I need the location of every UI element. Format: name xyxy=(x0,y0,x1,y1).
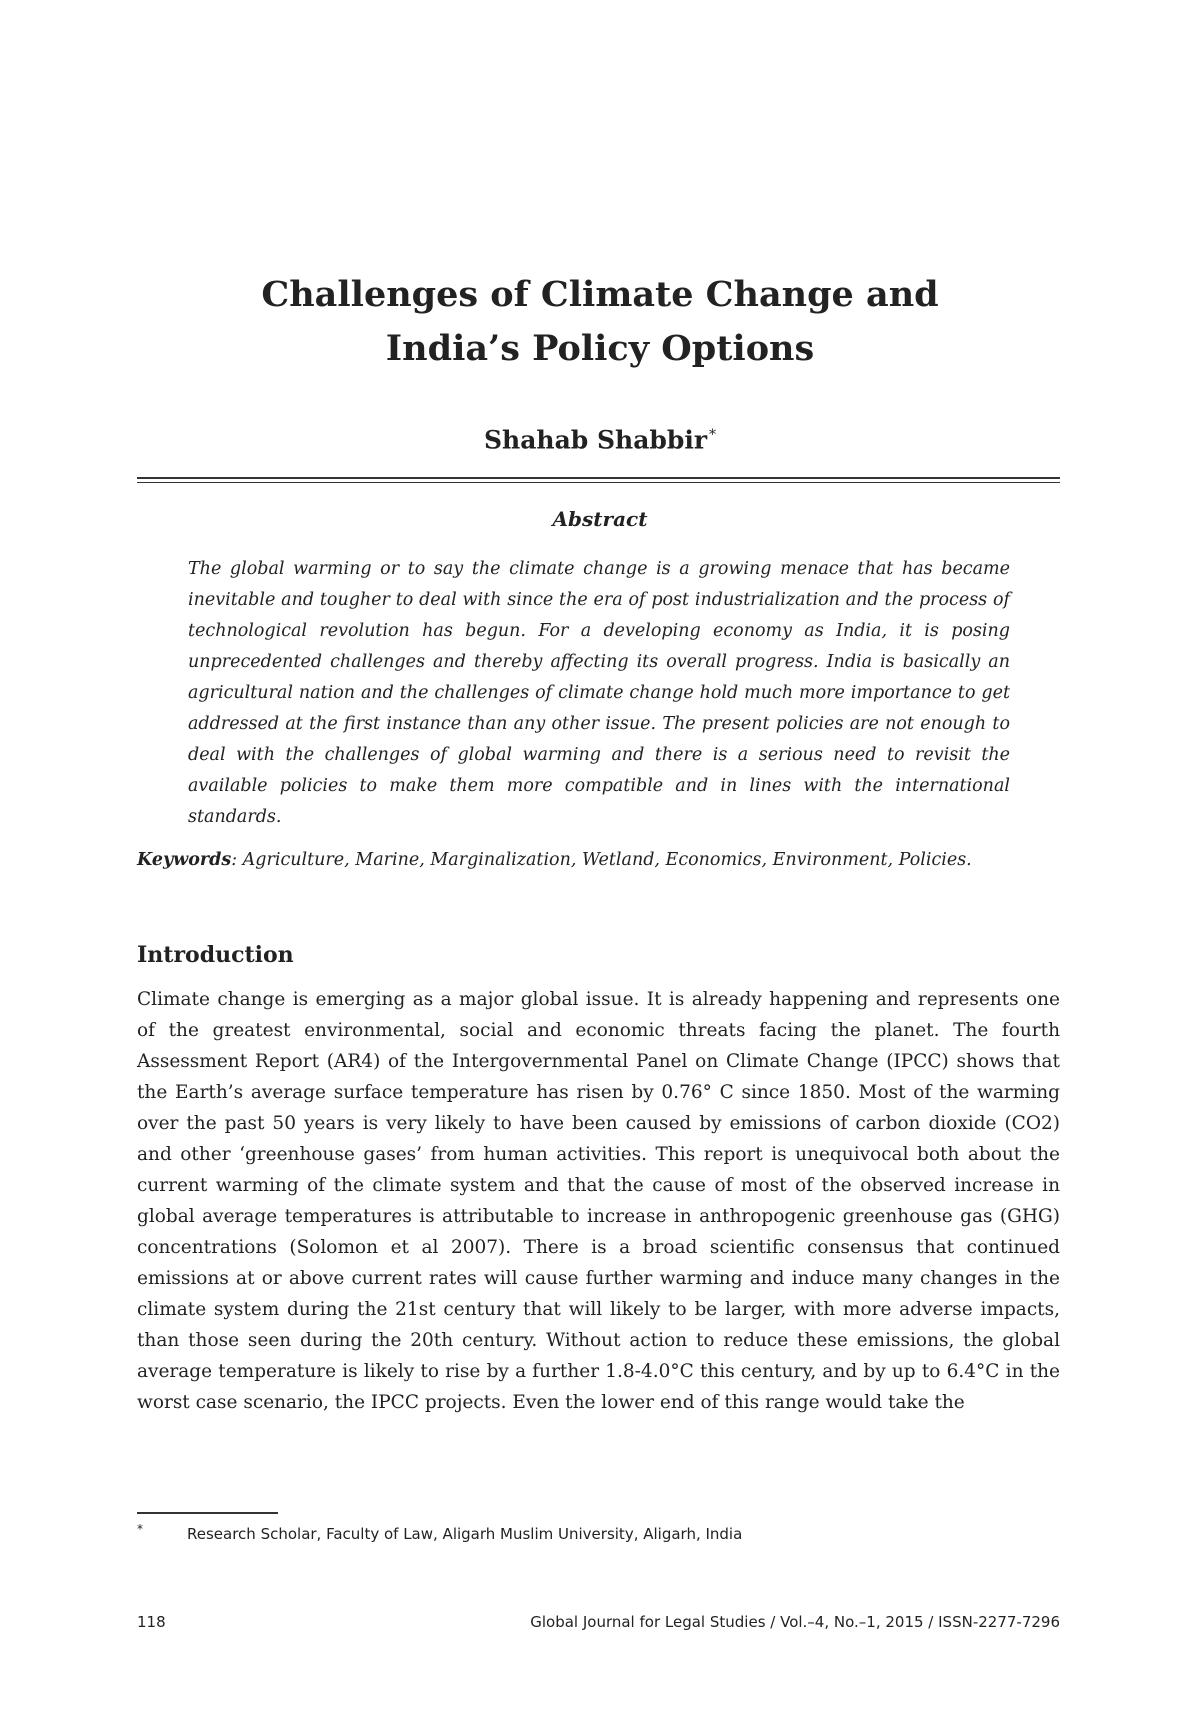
paper-title xyxy=(0,268,1200,376)
paper-title-line-1: Challenges of Climate Change and xyxy=(261,274,939,315)
abstract-heading: Abstract xyxy=(552,507,648,531)
footnote-rule xyxy=(137,1512,278,1514)
footnote-marker: * xyxy=(137,1522,143,1536)
keywords-paragraph xyxy=(137,845,1060,876)
footnote-text: Research Scholar, Faculty of Law, Aligarh Muslim University, Aligarh, India xyxy=(187,1525,743,1543)
keywords-list: Agriculture, Marine, Marginalization, Wetland, Economics, Environment, Policies. xyxy=(237,850,972,870)
introduction-text: Climate change is emerging as a major global issue. It is already happening and represents one of the greatest environmental, social and economic threats facing the planet. The fourth Assessment Report (AR4) of the Intergovernmental Panel on Climate Change (IPCC) shows that the Earth’s average surface temperature has risen by 0.76° C since 1850. Most of the warming over the past 50 years is very likely to have been caused by emissions of carbon dioxide (CO2) and other ‘greenhouse gases’ from human activities. This report is unequivocal both about the current warming of the climate system and that the cause of most of the observed increase in global average temperatures is attributable to increase in anthropogenic greenhouse gas (GHG) concentrations (Solomon et al 2007). There is a broad scientific consensus that continued emissions at or above current rates will cause further warming and induce many changes in the climate system during the 21st century that will likely to be larger, with more adverse impacts, than those seen during the 20th century. Without action to reduce these emissions, the global average temperature is likely to rise by a further 1.8-4.0°C this century, and by up to 6.4°C in the worst case scenario, the IPCC projects. Even the lower end of this range would take the xyxy=(137,989,1060,1413)
journal-footer: Global Journal for Legal Studies / Vol.–4, No.–1, 2015 / ISSN-2277-7296 xyxy=(530,1613,1060,1631)
author-name: Shahab Shabbir xyxy=(483,425,708,455)
paper-title-line-2: India’s Policy Options xyxy=(385,328,815,369)
header-rule-thin xyxy=(137,482,1060,483)
keywords-label: Keywords xyxy=(137,850,232,870)
header-rule-thick xyxy=(137,477,1060,479)
author-footnote-marker[interactable]: * xyxy=(709,427,717,443)
author-line xyxy=(0,420,1200,455)
page-number: 118 xyxy=(137,1613,166,1631)
abstract-text: The global warming or to say the climate change is a growing menace that has became inevitable and tougher to deal with since the era of post industrialization and the process of technological revolution has begun. For a developing economy as India, it is posing unprecedented challenges and thereby affecting its overall progress. India is basically an agricultural nation and the challenges of climate change hold much more importance to get addressed at the first instance than any other issue. The present policies are not enough to deal with the challenges of global warming and there is a serious need to revisit the available policies to make them more compatible and in lines with the international standards. xyxy=(188,559,1010,827)
introduction-heading: Introduction xyxy=(137,942,294,968)
keywords-separator: : xyxy=(231,850,238,870)
